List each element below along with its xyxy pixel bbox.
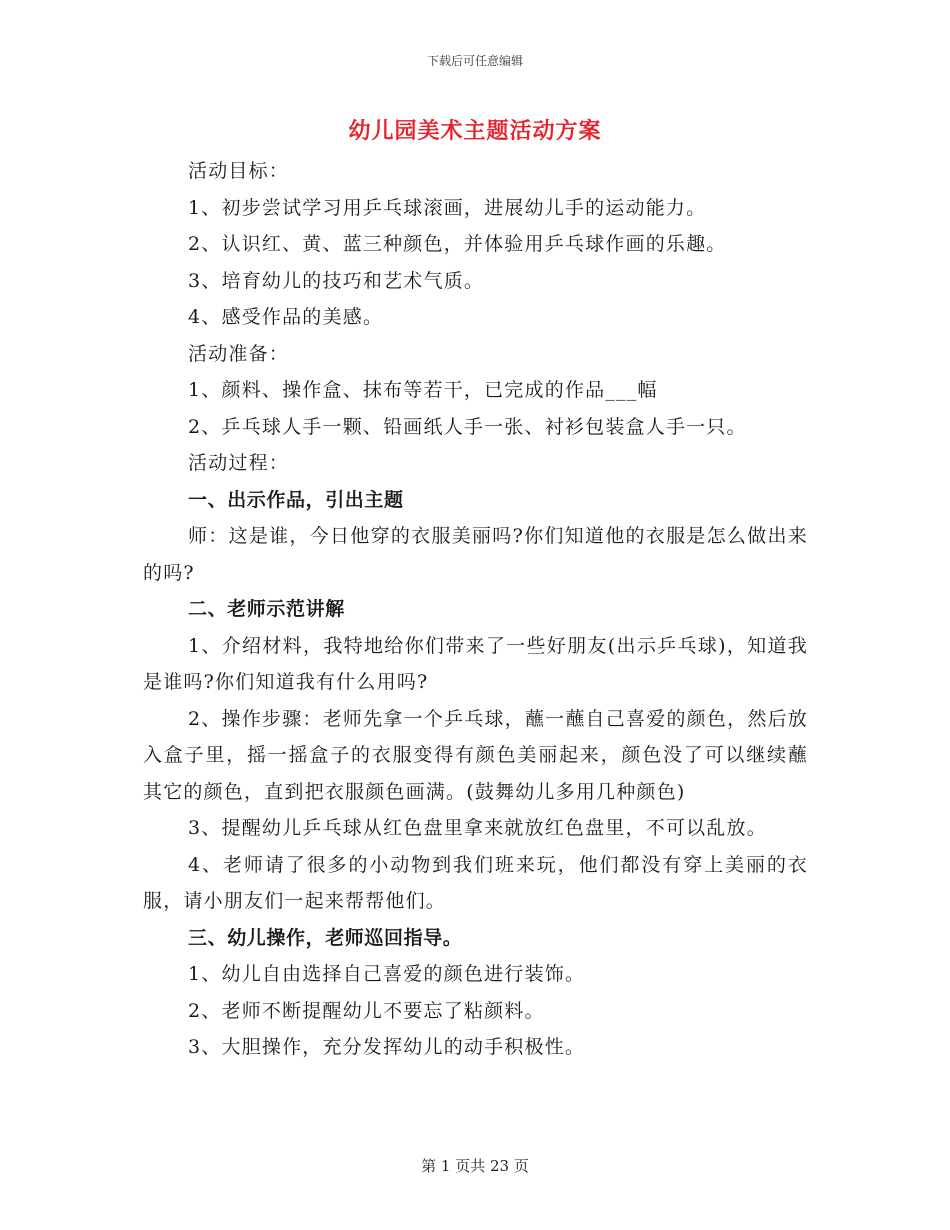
prep-item-2: 2、乒乓球人手一颗、铅画纸人手一张、衬衫包装盒人手一只。: [188, 415, 747, 438]
section-2-item-1: 1、介绍材料，我特地给你们带来了一些好朋友(出示乒乓球)，知道我是谁吗?你们知道我有什么用吗?: [143, 634, 808, 693]
section-2-heading: 二、老师示范讲解: [188, 598, 345, 620]
section-3-item-1: 1、幼儿自由选择自己喜爱的颜色进行装饰。: [188, 963, 586, 985]
page-number: 第 1 页共 23 页: [421, 1157, 529, 1175]
section-2-item-4: 4、老师请了很多的小动物到我们班来玩，他们都没有穿上美丽的衣服，请小朋友们一起来帮帮他们。: [143, 853, 808, 912]
section-3-item-2: 2、老师不断提醒幼儿不要忘了粘颜料。: [188, 999, 545, 1022]
document-title: 幼儿园美术主题活动方案: [348, 119, 602, 144]
section-1-text: 师：这是谁，今日他穿的衣服美丽吗?你们知道他的衣服是怎么做出来的吗?: [143, 525, 808, 584]
section-3-heading: 三、幼儿操作，老师巡回指导。: [188, 926, 463, 949]
section-2-item-3: 3、提醒幼儿乒乓球从红色盘里拿来就放红色盘里，不可以乱放。: [188, 817, 767, 839]
goal-item-4: 4、感受作品的美感。: [188, 306, 384, 328]
section-1-heading: 一、出示作品，引出主题: [188, 488, 404, 511]
goal-item-2: 2、认识红、黄、蓝三种颜色，并体验用乒乓球作画的乐趣。: [188, 233, 727, 255]
goal-item-1: 1、初步尝试学习用乒乓球滚画，进展幼儿手的运动能力。: [188, 196, 707, 219]
goals-label: 活动目标：: [188, 160, 290, 182]
document-body: [143, 153, 808, 1066]
section-2-item-2: 2、操作步骤：老师先拿一个乒乓球，蘸一蘸自己喜爱的颜色，然后放入盒子里，摇一摇盒子的衣服变得有颜色美丽起来，颜色没了可以继续蘸其它的颜色，直到把衣服颜色画满。(鼓舞幼儿多用几种颜色): [143, 707, 808, 803]
process-label: 活动过程：: [188, 452, 290, 474]
prep-item-1: 1、颜料、操作盒、抹布等若干，已完成的作品___幅: [188, 379, 658, 401]
prep-label: 活动准备：: [188, 342, 290, 365]
goal-item-3: 3、培育幼儿的技巧和艺术气质。: [188, 269, 485, 292]
page-header-note: 下载后可任意编辑: [426, 54, 523, 68]
section-3-item-3: 3、大胆操作，充分发挥幼儿的动手积极性。: [188, 1036, 586, 1058]
